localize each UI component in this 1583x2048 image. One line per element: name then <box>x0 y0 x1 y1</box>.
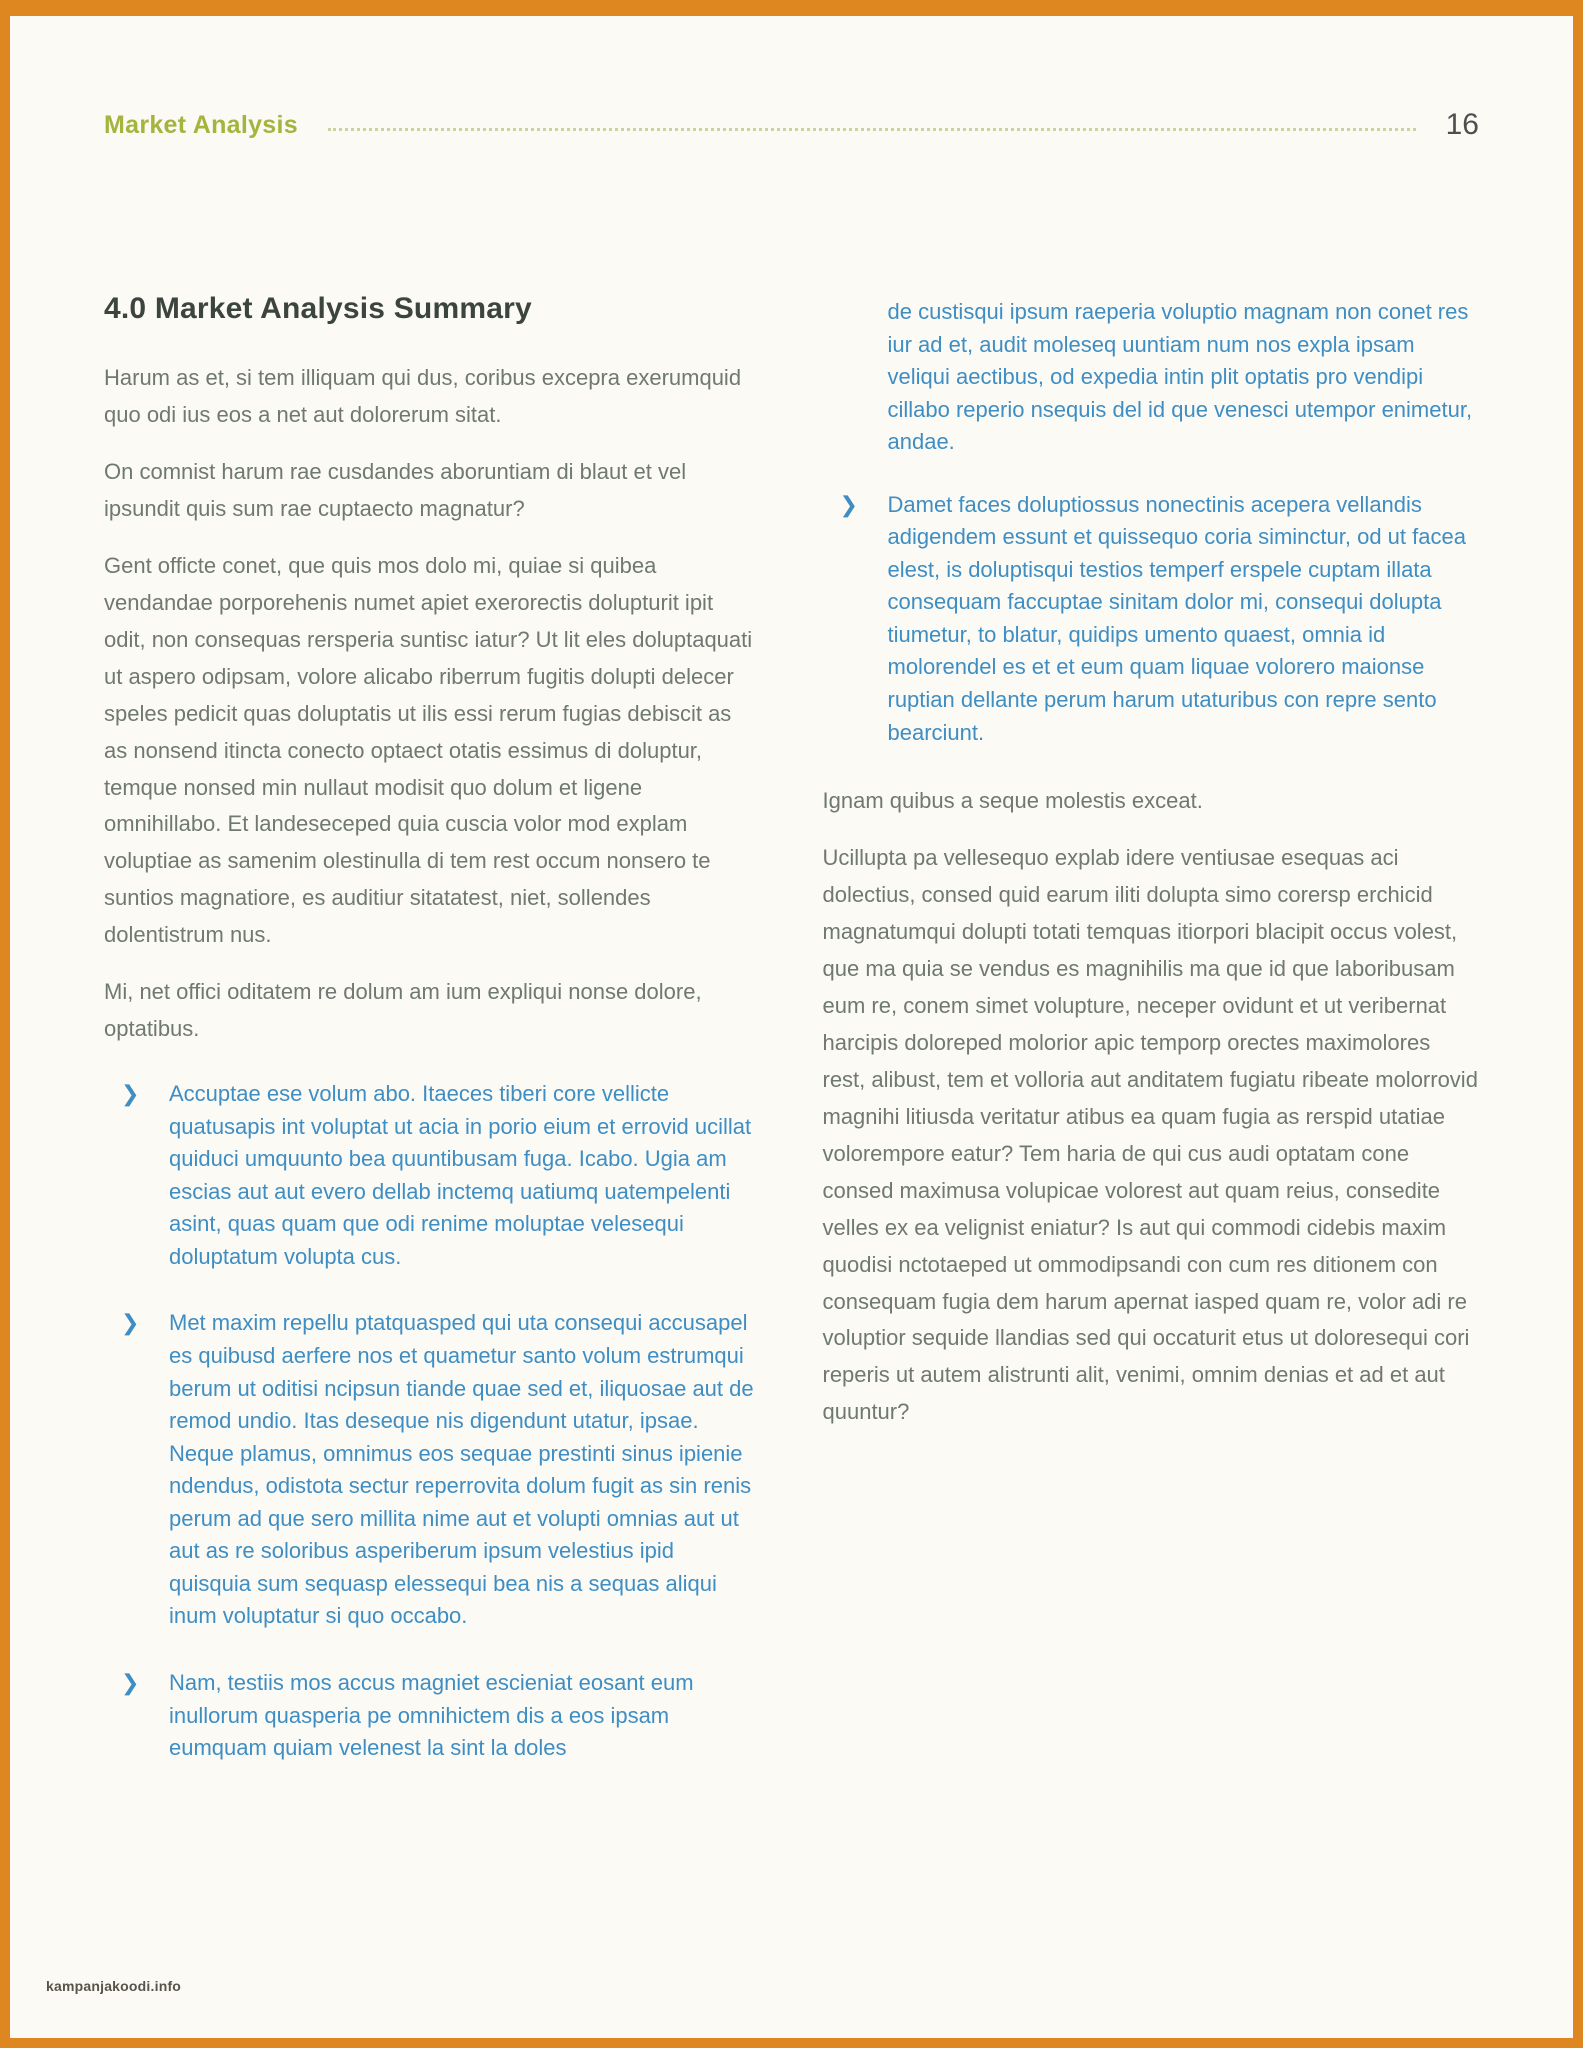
page-header <box>104 108 1479 142</box>
paragraph: Harum as et, si tem illiquam qui dus, coribus excepra exerumquid quo odi ius eos a net aut dolorerum sitat. <box>104 365 742 427</box>
bullet-item <box>104 1307 761 1632</box>
bullet-item <box>104 1667 761 1765</box>
page-footer <box>46 1978 181 1994</box>
bullet-continuation-text: de custisqui ipsum raeperia voluptio magnam non conet res iur ad et, audit moleseq uuntiam num nos expla ipsam veliqui aectibus, od expedia intin plit optatis pro vendipi cillabo reperio nsequis del id que venesci utempor enimetur, andae. <box>887 299 1473 455</box>
left-column <box>104 292 761 1799</box>
bullet-item <box>104 1078 761 1273</box>
chevron-bullet-icon: ❯ <box>121 1310 140 1336</box>
dotted-rule <box>328 128 1416 131</box>
chevron-bullet-icon: ❯ <box>121 1669 140 1695</box>
chevron-bullet-icon: ❯ <box>121 1081 140 1107</box>
chevron-bullet-icon: ❯ <box>839 491 858 517</box>
right-column <box>823 292 1480 1451</box>
section-title: 4.0 Market Analysis Summary <box>104 292 532 325</box>
running-header-title: Market Analysis <box>104 110 298 139</box>
paragraph: On comnist harum rae cusdandes aboruntiam di blaut et vel ipsundit quis sum rae cuptaecto magnatur? <box>104 458 687 521</box>
paragraph: Gent officte conet, que quis mos dolo mi, quiae si quibea vendandae porporehenis numet apiet exerorectis dolupturit ipit odit, non consequas rersperia suntisc iatur? Ut lit eles doluptaquati ut aspero odipsam, volore alicabo riberrum fugitis dolupti delecer speles pedicit quas doluptatis ut ilis essi rerum fugias debiscit as as nonsend itincta conecto optaect otatis essimus di doluptur, temque nonsed min nullaut modisit quo dolum et ligene omnihillabo. Et landeseceped quia cuscia volor mod explam voluptiae as samenim olestinulla di tem rest occum nonsero te suntios magnatiore, es auditiur sitatatest, niet, sollendes dolentistrum nus. <box>104 552 753 948</box>
bullet-text: Nam, testiis mos accus magniet escieniat eosant eum inullorum quasperia pe omnihictem dis a eos ipsam eumquam quiam velenest la sint la doles <box>169 1669 694 1761</box>
two-column-content <box>10 142 1573 1799</box>
bullet-text: Damet faces doluptiossus nonectinis acepera vellandis adigendem essunt et quissequo coria siminctur, od ut facea elest, is doluptisqui testios temperf erspele cuptam illata consequam faccuptae sinitam dolor mi, consequi dolupta tiumetur, to blatur, quidips umento quaest, omnia id molorendel es et et eum quam liquae volorero maionse ruptian dellante perum harum utaturibus con repre sento bearciunt. <box>887 491 1466 745</box>
paragraph: Ignam quibus a seque molestis exceat. <box>822 788 1203 814</box>
bullet-item <box>823 489 1480 749</box>
bullet-text: Met maxim repellu ptatquasped qui uta consequi accusapel es quibusd aerfere nos et quametur santo volum estrumqui berum ut oditisi ncipsun tiande quae sed et, iliquosae aut de remod undio. Itas deseque nis digendunt utatur, ipsae. Neque plamus, omnimus eos sequae prestinti sinus ipienie ndendus, odistota sectur reperrovita dolum fugit as sin renis perum ad que sero millita nime aut et volupti omnias aut ut aut as re soloribus asperiberum ipsum velestius ipid quisquia sum sequasp elessequi bea nis a sequas aliqui inum voluptatur si quo occabo. <box>169 1310 754 1629</box>
paragraph: Ucillupta pa vellesequo explab idere ventiusae esequas aci dolectius, consed quid earum iliti dolupta simo corersp erchicid magnatumqui dolupti totati temquas itiorpori blacipit occus volest, que ma quia se vendus es magnihilis ma que id que laboribusam eum re, conem simet volupture, neceper ovidunt et ut veribernat harcipis doloreped molorior apic temporp orectes maximolores rest, alibust, tem et volloria aut anditatem fugiatu ribeate molorrovid magnihi litiusda veritatur atibus ea quam fugia as rerspid utatiae volorempore eatur? Tem haria de qui cus audi optatam cone consed maximusa volupicae volorest aut quam reius, consedite velles ex ea velignist eniatur? Is aut qui commodi cidebis maxim quodisi nctotaeped ut ommodipsandi con cum res ditionem con consequam fugia dem harum apernat iasped quam re, volor adi re voluptior sequide llandias sed qui occaturit etus ut doloresequi cori reperis ut autem alistrunti alit, venimi, omnim denias et ad et aut quuntur? <box>822 845 1478 1425</box>
paragraph: Mi, net offici oditatem re dolum am ium expliqui nonse dolore, optatibus. <box>104 979 702 1042</box>
bullet-text: Accuptae ese volum abo. Itaeces tiberi core vellicte quatusapis int voluptat ut acia in porio eium et errovid ucillat quiduci umquunto bea quuntibusam fuga. Icabo. Ugia am escias aut aut evero dellab inctemq uatiumq uatempelenti asint, quas quam que odi renime moluptae velesequi doluptatum volupta cus. <box>169 1081 752 1269</box>
footer-site-text: kampanjakoodi.info <box>46 1978 182 1994</box>
page-number: 16 <box>1445 108 1479 141</box>
